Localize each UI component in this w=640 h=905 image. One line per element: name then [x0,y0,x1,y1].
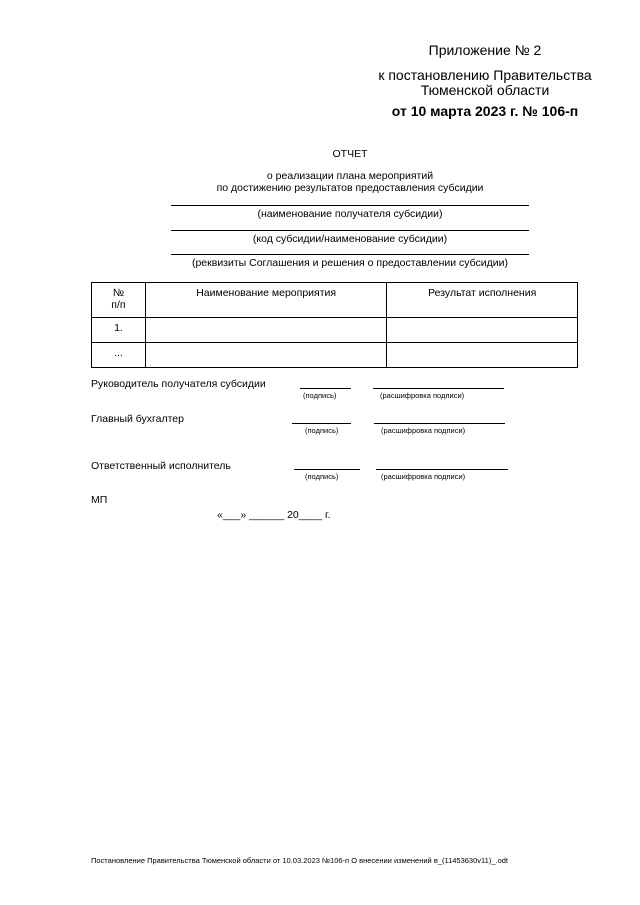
column-header-result: Результат исполнения [387,283,578,318]
footer-text: Постановление Правительства Тюменской области от 10.03.2023 №106-п О внесении изменений в_(11453630v11)_.odt [91,856,508,865]
executor-signature-caption: (подпись) [305,472,339,481]
agreement-details-caption: (реквизиты Соглашения и решения о предоставлении субсидии) [191,257,509,269]
executor-decoding-caption: (расшифровка подписи) [381,472,466,481]
region-label: Тюменской области [420,82,550,98]
executor-signature-line [294,469,360,470]
table-row [92,318,578,343]
accountant-signature-line [292,423,351,424]
responsible-executor-label: Ответственный исполнитель [91,460,231,472]
agreement-details-line [171,254,529,255]
stamp-label: МП [91,494,108,506]
measures-table [91,282,578,368]
head-decoding-caption: (расшифровка подписи) [380,391,465,400]
recipient-name-line [171,205,529,206]
table-header-row [92,283,578,318]
resolution-date-number: от 10 марта 2023 г. № 106-п [391,103,579,119]
column-header-number: № п/п [92,283,146,318]
subsidy-code-caption: (код субсидии/наименование субсидии) [252,233,448,245]
accountant-decoding-line [374,423,505,424]
head-signature-line [300,388,351,389]
row-number: 1. [92,318,146,343]
row-number: ... [92,343,146,368]
report-subtitle-2: по достижению результатов предоставления субсидии [216,182,484,194]
head-signature-caption: (подпись) [303,391,337,400]
row-result [387,343,578,368]
table-row [92,343,578,368]
executor-decoding-line [376,469,508,470]
row-measure [145,343,386,368]
head-of-recipient-label: Руководитель получателя субсидии [91,378,266,390]
date-line: «___» ______ 20____ г. [217,509,331,521]
column-header-measure: Наименование мероприятия [145,283,386,318]
appendix-label: Приложение № 2 [428,42,542,58]
head-decoding-line [373,388,504,389]
report-title: ОТЧЕТ [332,148,368,160]
accountant-signature-caption: (подпись) [305,426,339,435]
row-measure [145,318,386,343]
chief-accountant-label: Главный бухгалтер [91,413,184,425]
row-result [387,318,578,343]
resolution-label: к постановлению Правительства [378,67,592,83]
accountant-decoding-caption: (расшифровка подписи) [381,426,466,435]
report-subtitle-1: о реализации плана мероприятий [266,170,434,182]
recipient-name-caption: (наименование получателя субсидии) [257,208,443,220]
subsidy-code-line [171,230,529,231]
